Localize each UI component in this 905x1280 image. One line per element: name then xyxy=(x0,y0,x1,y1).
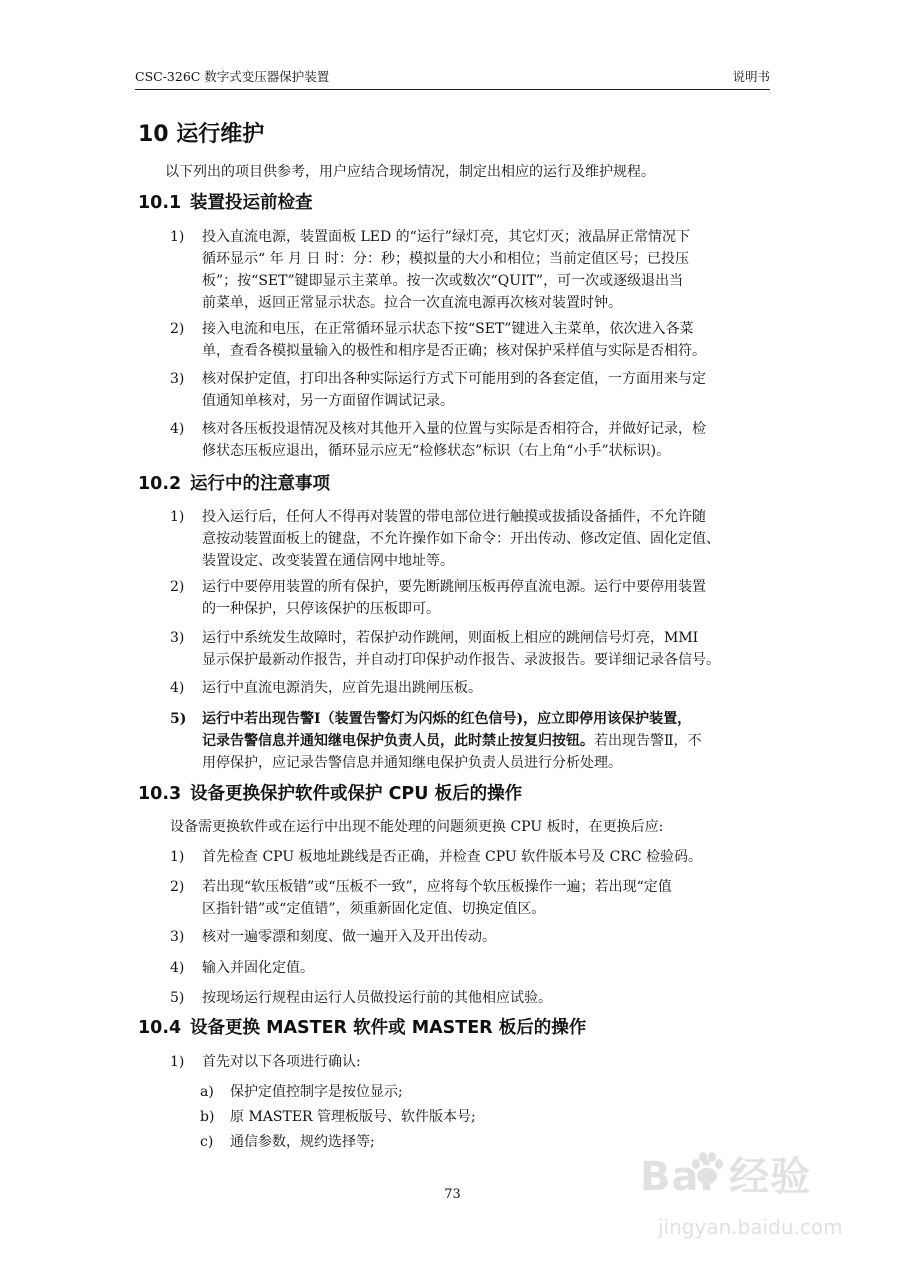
list-item xyxy=(170,226,770,314)
section-number: 10.4 xyxy=(138,1018,182,1038)
section-heading: 设备更换 MASTER 软件或 MASTER 板后的操作 xyxy=(190,1018,587,1038)
item-line: 若出现“软压板错”或“压板不一致”，应将每个软压板操作一遍；若出现“定值 xyxy=(202,879,672,895)
section-intro: 设备需更换软件或在运行中出现不能处理的问题须更换 CPU 板时，在更换后应: xyxy=(170,819,664,835)
header-manual-label: 说明书 xyxy=(732,69,770,84)
sub-item-text: 原 MASTER 管理板版号、软件版本号; xyxy=(230,1109,476,1125)
item-line: 核对一遍零漂和刻度、做一遍开入及开出传动。 xyxy=(202,929,496,945)
item-line: 运行中要停用装置的所有保护，要先断跳闸压板再停直流电源。运行中要停用装置 xyxy=(202,579,706,595)
section-number: 10.1 xyxy=(138,193,182,213)
item-text xyxy=(202,1051,770,1073)
sub-item-number: b) xyxy=(200,1109,215,1125)
watermark-logo-text: Bai 经验 xyxy=(640,1154,812,1200)
item-text xyxy=(202,418,770,462)
item-number: 5) xyxy=(170,711,187,727)
item-number: 4) xyxy=(170,680,185,696)
section-title xyxy=(138,782,522,806)
item-line: 单，查看各模拟量输入的极性和相序是否正确；核对保护采样值与实际是否相符。 xyxy=(202,343,706,359)
item-line: 装置设定、改变装置在通信网中地址等。 xyxy=(202,553,454,569)
section-heading: 运行中的注意事项 xyxy=(190,474,330,494)
item-text xyxy=(202,627,770,671)
item-line-bold: 记录告警信息并通知继电保护负责人员，此时禁止按复归按钮。 xyxy=(202,733,594,749)
sub-item-number: a) xyxy=(200,1084,214,1100)
item-line: 首先对以下各项进行确认: xyxy=(202,1054,361,1070)
item-number: 1) xyxy=(170,229,185,245)
item-text xyxy=(202,846,770,868)
list-item xyxy=(170,627,770,671)
list-item xyxy=(170,506,770,572)
item-text xyxy=(202,368,770,412)
item-text xyxy=(202,318,770,362)
baidu-jingyan-watermark xyxy=(640,1145,890,1265)
section-title xyxy=(138,1016,586,1040)
item-line: 循环显示“ 年 月 日 时：分：秒；模拟量的大小和相位；当前定值区号；已投压 xyxy=(202,251,689,267)
section-heading: 设备更换保护软件或保护 CPU 板后的操作 xyxy=(190,784,523,804)
list-item xyxy=(170,318,770,362)
sub-item-number: c) xyxy=(200,1134,214,1150)
item-text xyxy=(202,506,770,572)
list-item xyxy=(170,677,770,699)
header-document-title: CSC-326C 数字式变压器保护装置 xyxy=(135,69,330,84)
item-line: 值通知单核对，另一方面留作调试记录。 xyxy=(202,393,454,409)
chapter-intro: 以下列出的项目供参考，用户应结合现场情况，制定出相应的运行及维护规程。 xyxy=(165,164,655,180)
item-line: 投入直流电源，装置面板 LED 的“运行”绿灯亮，其它灯灭；液晶屏正常情况下 xyxy=(202,229,690,245)
item-number: 5) xyxy=(170,990,185,1006)
item-number: 2) xyxy=(170,579,185,595)
sub-list-item xyxy=(200,1106,476,1128)
item-line: 核对各压板投退情况及核对其他开入量的位置与实际是否相符合，并做好记录，检 xyxy=(202,421,706,437)
chapter-title: 10 运行维护 xyxy=(138,122,265,147)
list-item xyxy=(170,987,770,1009)
item-line: 区指针错”或“定值错”，须重新固化定值、切换定值区。 xyxy=(202,901,546,917)
item-number: 3) xyxy=(170,630,185,646)
item-number: 3) xyxy=(170,929,185,945)
item-line: 意按动装置面板上的键盘，不允许操作如下命令：开出传动、修改定值、固化定值、 xyxy=(202,531,720,547)
item-line: 首先检查 CPU 板地址跳线是否正确，并检查 CPU 软件版本号及 CRC 检验码。 xyxy=(202,849,703,865)
item-line: 板”；按“SET”键即显示主菜单。按一次或数次“QUIT”，可一次或逐级退出当 xyxy=(202,273,684,289)
section-heading: 装置投运前检查 xyxy=(190,193,313,213)
item-line: 修状态压板应退出，循环显示应无“检修状态”标识（右上角“小手”状标识)。 xyxy=(202,443,671,459)
item-text xyxy=(202,708,770,774)
item-line: 运行中直流电源消失，应首先退出跳闸压板。 xyxy=(202,680,482,696)
item-line: 接入电流和电压，在正常循环显示状态下按“SET”键进入主菜单，依次进入各菜 xyxy=(202,321,694,337)
item-text xyxy=(202,926,770,948)
item-text xyxy=(202,987,770,1009)
page-number: 73 xyxy=(444,1187,461,1202)
page-header xyxy=(135,67,770,87)
item-line: 的一种保护，只停该保护的压板即可。 xyxy=(202,601,440,617)
section-title xyxy=(138,191,313,215)
list-item xyxy=(170,576,770,620)
section-title xyxy=(138,472,330,496)
item-line-rest: 若出现告警Ⅱ，不 xyxy=(594,733,702,749)
item-text xyxy=(202,677,770,699)
list-item xyxy=(170,1051,770,1073)
sub-item-text: 保护定值控制字是按位显示; xyxy=(230,1084,403,1100)
section-number: 10.2 xyxy=(138,474,182,494)
item-text xyxy=(202,957,770,979)
sub-item-text: 通信参数，规约选择等; xyxy=(230,1134,375,1150)
item-line: 用停保护，应记录告警信息并通知继电保护负责人员进行分析处理。 xyxy=(202,755,622,771)
list-item xyxy=(170,957,770,979)
list-item xyxy=(170,926,770,948)
item-number: 1) xyxy=(170,849,185,865)
list-item xyxy=(170,418,770,462)
sub-list-item xyxy=(200,1131,375,1153)
watermark-url: jingyan.baidu.com xyxy=(658,1215,843,1239)
item-number: 2) xyxy=(170,321,185,337)
item-line: 运行中系统发生故障时，若保护动作跳闸，则面板上相应的跳闸信号灯亮，MMI xyxy=(202,630,699,646)
list-item xyxy=(170,368,770,412)
item-number: 1) xyxy=(170,1054,185,1070)
item-line: 核对保护定值，打印出各种实际运行方式下可能用到的各套定值，一方面用来与定 xyxy=(202,371,706,387)
list-item-warning xyxy=(170,708,770,774)
item-line: 输入并固化定值。 xyxy=(202,960,314,976)
item-text xyxy=(202,876,770,920)
item-text xyxy=(202,576,770,620)
header-rule xyxy=(135,89,770,90)
list-item xyxy=(170,876,770,920)
sub-list-item xyxy=(200,1081,403,1103)
item-number: 1) xyxy=(170,509,185,525)
section-number: 10.3 xyxy=(138,784,182,804)
item-text xyxy=(202,226,770,314)
item-number: 4) xyxy=(170,421,185,437)
item-line: 按现场运行规程由运行人员做投运行前的其他相应试验。 xyxy=(202,990,552,1006)
item-line: 前菜单，返回正常显示状态。拉合一次直流电源再次核对装置时钟。 xyxy=(202,295,622,311)
list-item xyxy=(170,846,770,868)
item-number: 3) xyxy=(170,371,185,387)
item-number: 4) xyxy=(170,960,185,976)
item-number: 2) xyxy=(170,879,185,895)
item-line-bold: 运行中若出现告警Ⅰ（装置告警灯为闪烁的红色信号)，应立即停用该保护装置， xyxy=(202,711,692,727)
item-line: 显示保护最新动作报告，并自动打印保护动作报告、录波报告。要详细记录各信号。 xyxy=(202,652,720,668)
item-line: 投入运行后，任何人不得再对装置的带电部位进行触摸或拔插设备插件，不允许随 xyxy=(202,509,706,525)
